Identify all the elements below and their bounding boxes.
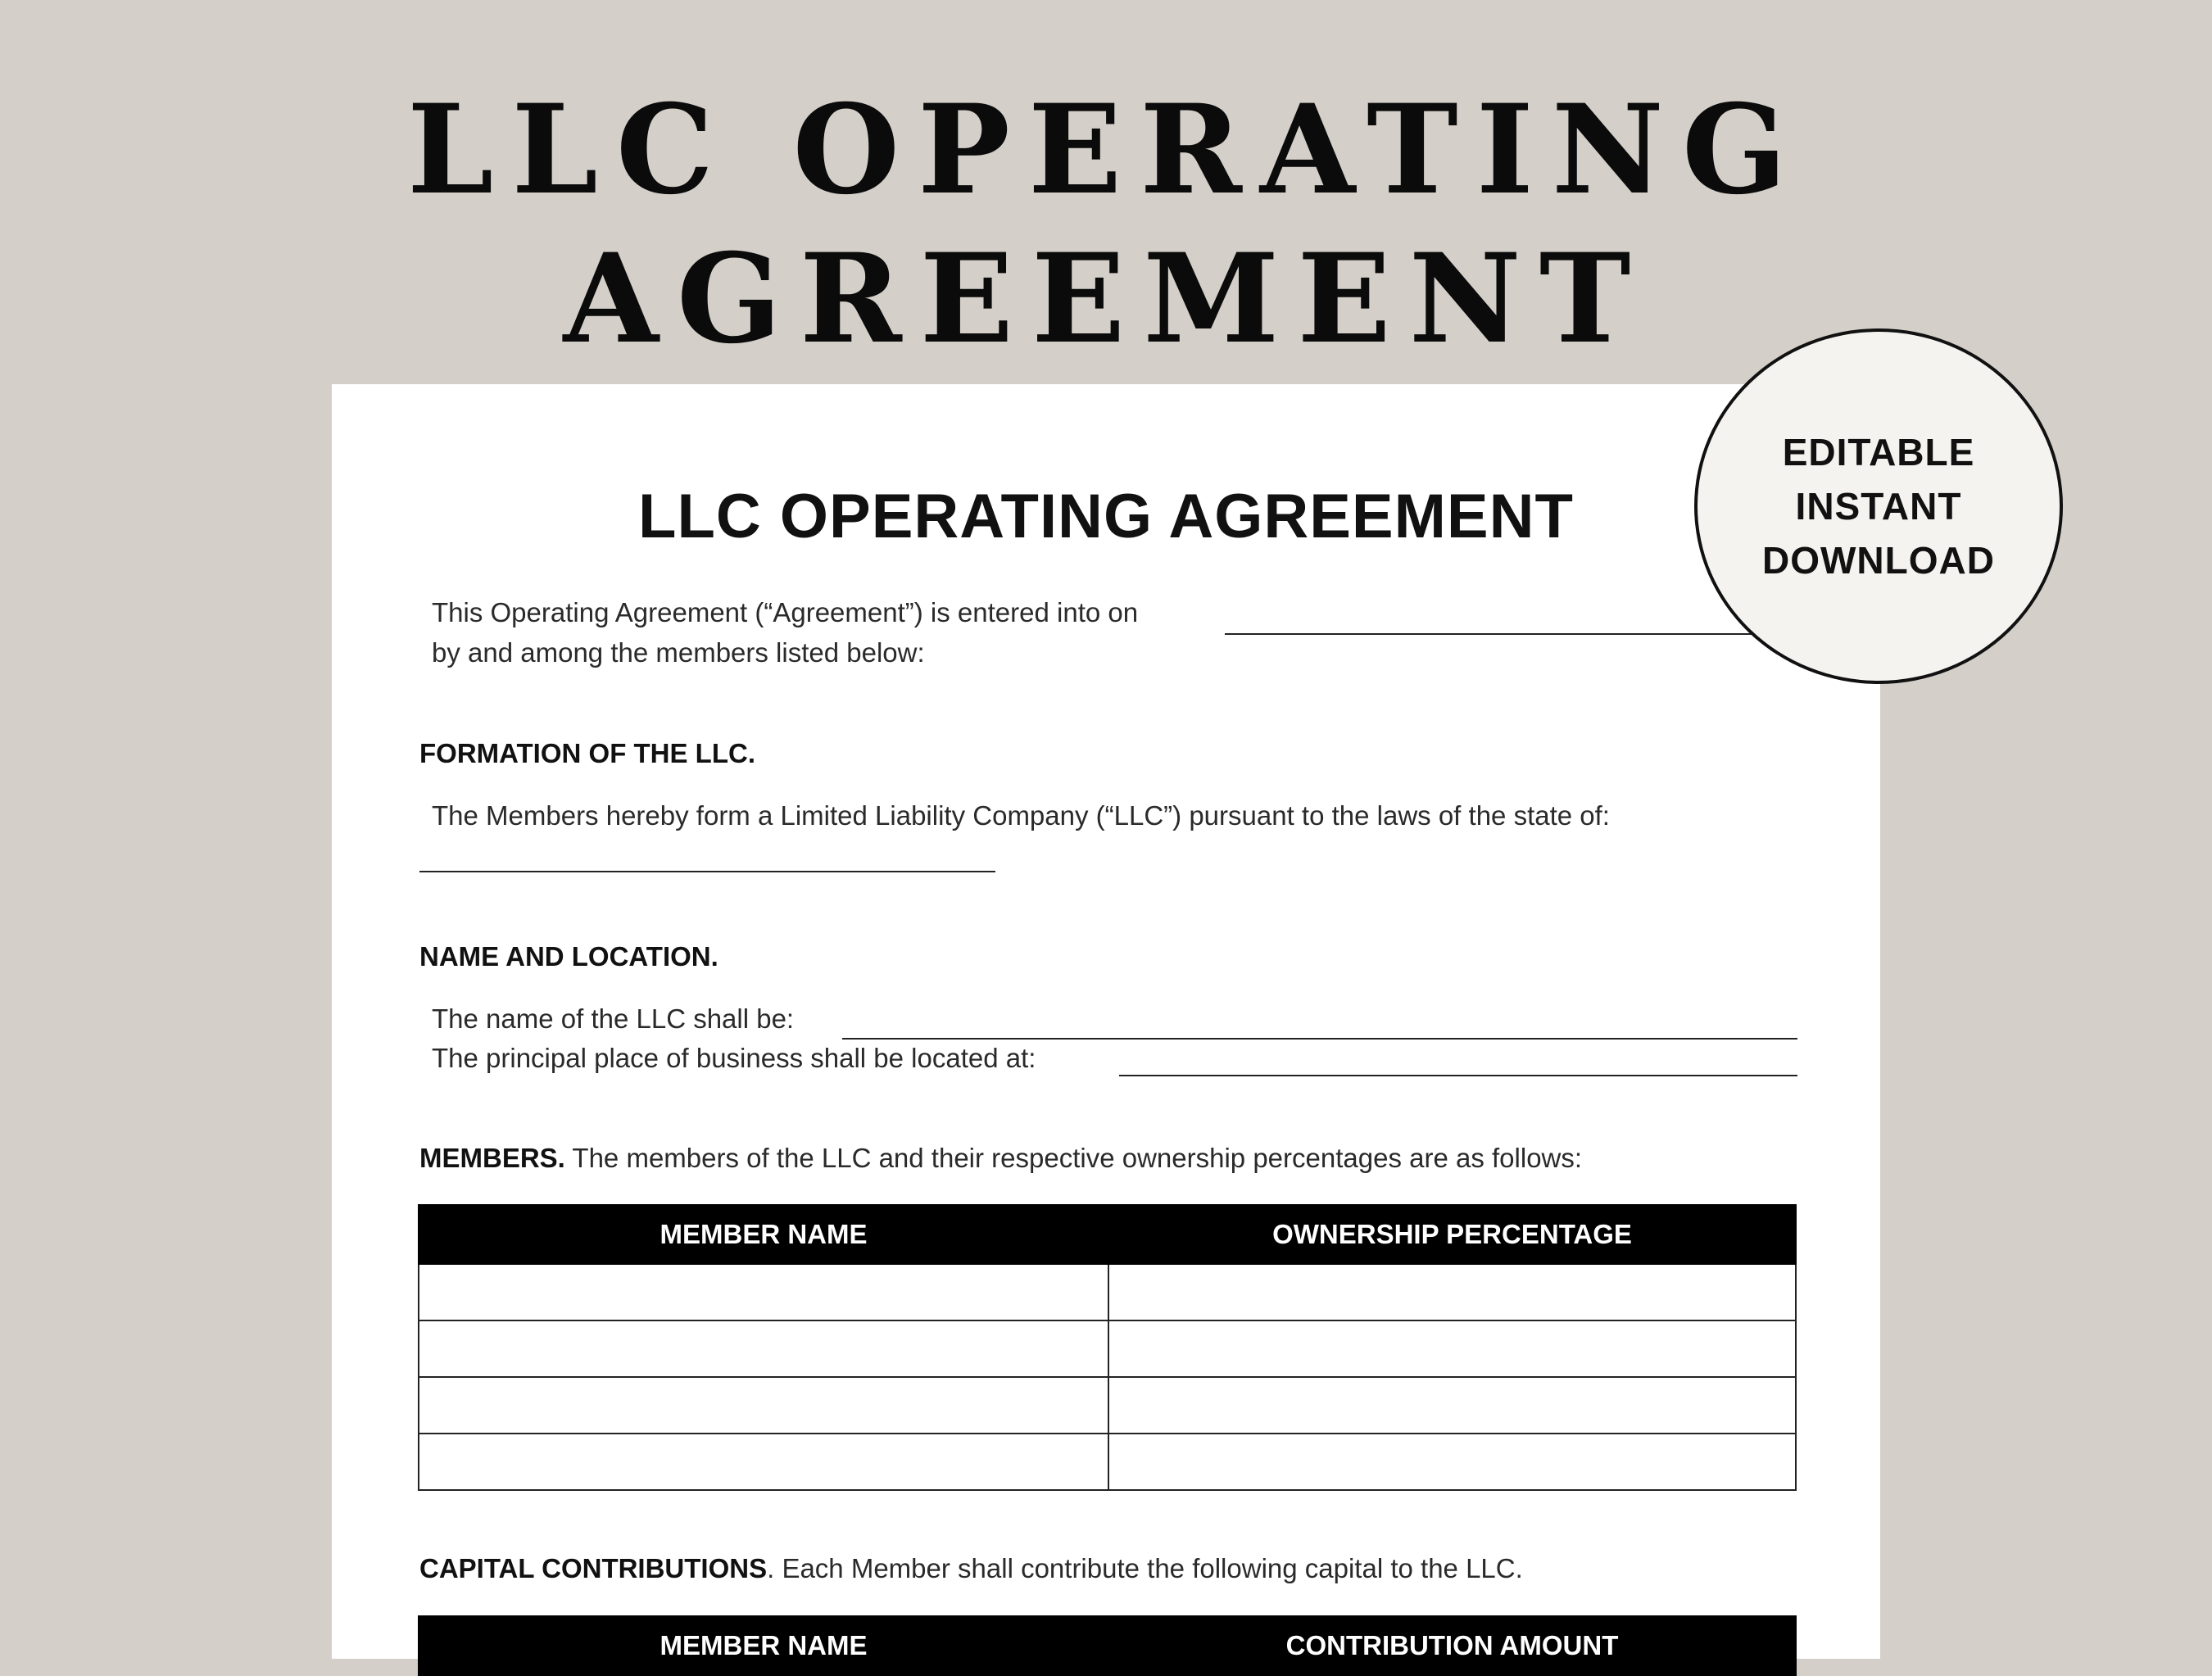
editable-download-badge	[1694, 328, 2063, 684]
ownership-percentage-cell[interactable]	[1108, 1320, 1796, 1377]
ownership-percentage-cell[interactable]	[1108, 1434, 1796, 1490]
badge-line-editable: EDITABLE	[1782, 431, 1975, 473]
capital-paragraph	[419, 1555, 1523, 1582]
column-header-ownership-percentage: OWNERSHIP PERCENTAGE	[1108, 1205, 1796, 1264]
table-row	[419, 1320, 1796, 1377]
members-paragraph	[419, 1144, 1582, 1171]
members-heading: MEMBERS.	[419, 1143, 565, 1173]
state-field[interactable]	[419, 871, 995, 872]
llc-name-field[interactable]	[842, 1038, 1797, 1040]
ownership-percentage-cell[interactable]	[1108, 1264, 1796, 1320]
capital-heading: CAPITAL CONTRIBUTIONS	[419, 1553, 768, 1583]
member-name-cell[interactable]	[419, 1377, 1108, 1434]
member-name-cell[interactable]	[419, 1434, 1108, 1490]
capital-text: . Each Member shall contribute the following capital to the LLC.	[767, 1553, 1523, 1583]
document-page	[332, 384, 1880, 1659]
column-header-member-name: MEMBER NAME	[419, 1616, 1108, 1675]
table-row	[419, 1264, 1796, 1320]
badge-line-download: DOWNLOAD	[1762, 539, 1995, 582]
business-location-field[interactable]	[1119, 1075, 1797, 1076]
formation-text: The Members hereby form a Limited Liability Company (“LLC”) pursuant to the laws of the state of:	[432, 800, 1610, 831]
members-table	[418, 1204, 1797, 1491]
name-location-heading: NAME AND LOCATION.	[419, 941, 718, 972]
capital-table-header	[419, 1616, 1796, 1675]
hero-title-line1: LLC OPERATING	[406, 78, 1806, 222]
ownership-percentage-cell[interactable]	[1108, 1377, 1796, 1434]
members-table-header	[419, 1205, 1796, 1264]
table-row	[419, 1434, 1796, 1490]
hero-title-line2: AGREEMENT	[563, 227, 1649, 371]
intro-text-line2: by and among the members listed below:	[432, 637, 925, 668]
intro-text-line1: This Operating Agreement (“Agreement”) is entered into on	[432, 597, 1139, 627]
member-name-cell[interactable]	[419, 1264, 1108, 1320]
table-row	[419, 1377, 1796, 1434]
agreement-date-field[interactable]	[1225, 633, 1815, 635]
column-header-contribution-amount: CONTRIBUTION AMOUNT	[1108, 1616, 1796, 1675]
column-header-member-name: MEMBER NAME	[419, 1205, 1108, 1264]
document-title: LLC OPERATING AGREEMENT	[638, 482, 1574, 551]
members-text: The members of the LLC and their respective ownership percentages are as follows:	[564, 1143, 1583, 1173]
member-name-cell[interactable]	[419, 1320, 1108, 1377]
badge-line-instant: INSTANT	[1795, 485, 1962, 528]
business-location-label: The principal place of business shall be located at:	[432, 1043, 1036, 1073]
llc-name-label: The name of the LLC shall be:	[432, 1003, 795, 1034]
capital-table	[418, 1615, 1797, 1676]
formation-heading: FORMATION OF THE LLC.	[419, 738, 756, 768]
